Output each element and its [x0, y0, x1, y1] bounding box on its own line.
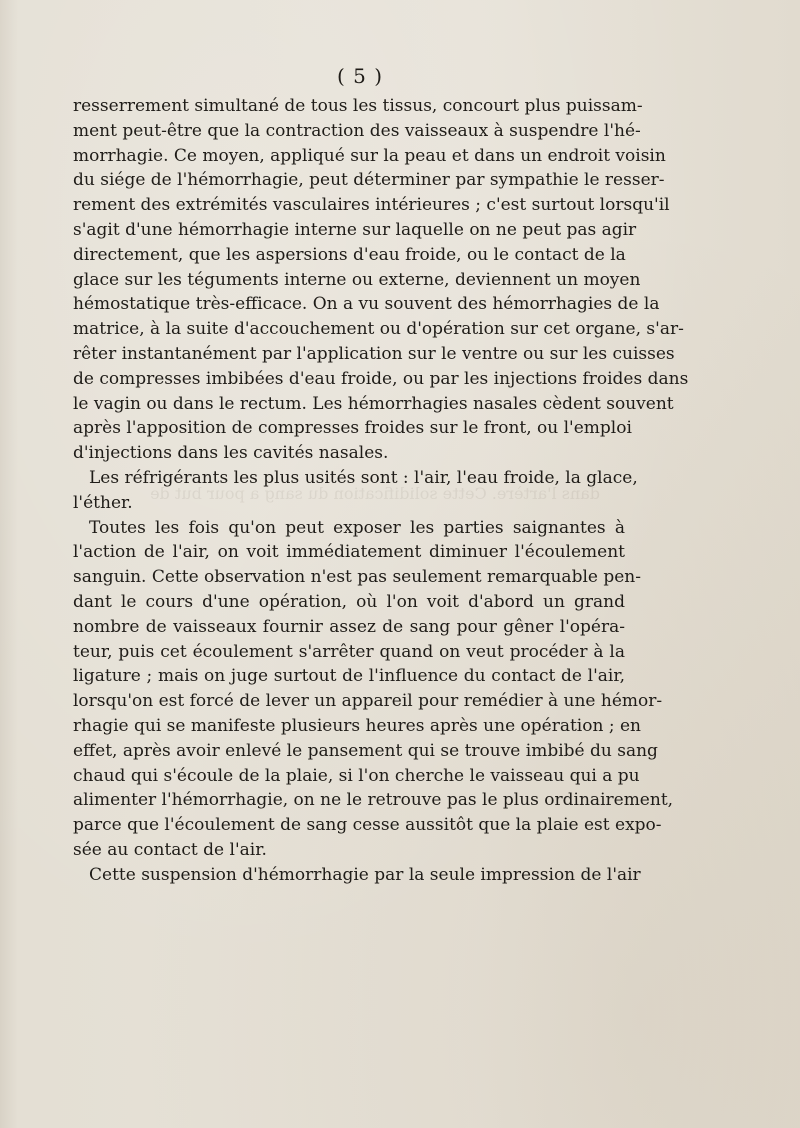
- text-line: rêter instantanément par l'application sur le ventre ou sur les cuisses: [73, 343, 675, 364]
- body-text: [73, 94, 689, 888]
- text-line: ment peut-être que la contraction des vaisseaux à suspendre l'hé-: [73, 120, 641, 141]
- text-line: morrhagie. Ce moyen, appliqué sur la peau et dans un endroit voisin: [73, 145, 666, 166]
- text-line: sanguin. Cette observation n'est pas seulement remarquable pen-: [73, 567, 641, 588]
- text-line: alimenter l'hémorrhagie, on ne le retrouve pas le plus ordinairement,: [73, 790, 674, 811]
- text-line: d'injections dans les cavités nasales.: [73, 443, 389, 464]
- text-line: rhagie qui se manifeste plusieurs heures après une opération ; en: [73, 715, 641, 736]
- text-line: hémostatique très-efficace. On a vu souvent des hémorrhagies de la: [73, 294, 660, 315]
- text-line: l'action de l'air, on voit immédiatement diminuer l'écoulement: [73, 542, 625, 563]
- text-line: s'agit d'une hémorrhagie interne sur laquelle on ne peut pas agir: [73, 219, 637, 240]
- text-line: nombre de vaisseaux fournir assez de sang pour gêner l'opéra-: [73, 616, 625, 637]
- text-line: sée au contact de l'air.: [73, 839, 267, 860]
- text-line: directement, que les aspersions d'eau froide, ou le contact de la: [73, 244, 626, 265]
- bleed-through-line: dans l'artère. Cette solidification du sang a pour but de: [150, 484, 600, 503]
- page-number: ( 5 ): [336, 64, 384, 88]
- paragraph-start-line: Cette suspension d'hémorrhagie par la seule impression de l'air: [89, 864, 641, 885]
- text-line: après l'apposition de compresses froides sur le front, ou l'emploi: [73, 418, 632, 439]
- text-line: glace sur les téguments interne ou externe, deviennent un moyen: [73, 269, 641, 290]
- paragraph-start-line: Les réfrigérants les plus usités sont : l'air, l'eau froide, la glace,: [89, 467, 638, 488]
- text-line: resserrement simultané de tous les tissus, concourt plus puissam-: [73, 96, 643, 116]
- text-line: de compresses imbibées d'eau froide, ou par les injections froides dans: [73, 368, 689, 389]
- text-line: l'éther.: [73, 492, 133, 513]
- text-line: du siége de l'hémorrhagie, peut déterminer par sympathie le resser-: [73, 170, 665, 191]
- text-line: teur, puis cet écoulement s'arrêter quand on veut procéder à la: [73, 641, 625, 662]
- paragraph-start-line: Toutes les fois qu'on peut exposer les parties saignantes à: [89, 517, 625, 538]
- text-line: matrice, à la suite d'accouchement ou d'opération sur cet organe, s'ar-: [73, 319, 684, 340]
- text-line: parce que l'écoulement de sang cesse aussitôt que la plaie est expo-: [73, 815, 662, 836]
- text-line: le vagin ou dans le rectum. Les hémorrhagies nasales cèdent souvent: [73, 393, 674, 414]
- text-line: rement des extrémités vasculaires intérieures ; c'est surtout lorsqu'il: [73, 195, 670, 216]
- text-line: chaud qui s'écoule de la plaie, si l'on cherche le vaisseau qui a pu: [73, 765, 640, 786]
- text-line: ligature ; mais on juge surtout de l'influence du contact de l'air,: [73, 666, 625, 687]
- text-line: lorsqu'on est forcé de lever un appareil pour remédier à une hémor-: [73, 691, 663, 712]
- text-line: effet, après avoir enlevé le pansement qui se trouve imbibé du sang: [73, 740, 658, 761]
- text-line: dant le cours d'une opération, où l'on voit d'abord un grand: [73, 591, 625, 612]
